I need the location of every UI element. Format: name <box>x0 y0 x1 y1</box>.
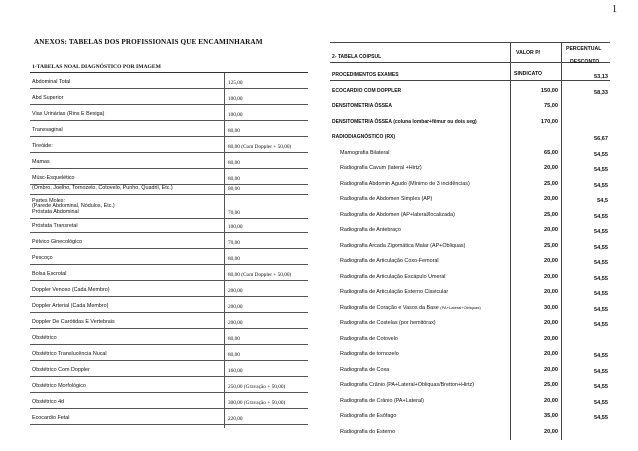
exam-name: Obstétrico Com Doppler <box>32 367 90 374</box>
discount-percentage: 54,55 <box>594 368 608 375</box>
procedure-note: (PA+Lateral+Obliquas) <box>440 304 481 310</box>
exam-name: Mamas <box>32 159 50 166</box>
exam-name: Vias Urinárias (Rins E Bexiga) <box>32 111 105 118</box>
sindicato-value: 20,00 <box>544 351 558 357</box>
exam-price: 160,00 <box>228 368 243 374</box>
exam-price: 80,00 <box>228 352 240 358</box>
exam-price: 125,00 <box>228 80 243 86</box>
table-row <box>30 137 308 153</box>
exam-price: 200,00 <box>228 304 243 310</box>
procedure-label: Radiografia de Coração e Vasos da Base <box>340 304 439 311</box>
procedure-label: Radiografia de Costelas (por hemitórax) <box>340 320 436 326</box>
discount-percentage: 54,55 <box>594 306 608 313</box>
exam-name: Bolsa Escrotal <box>32 271 67 278</box>
exam-name: Pescoço <box>32 255 53 262</box>
procedure-label: Radiografia de Antebraço <box>340 227 401 233</box>
exam-name: Obstétrico Translucência Nucal <box>32 351 107 358</box>
discount-percentage: 54,5 <box>597 198 608 204</box>
procedure-label: Radiografia de Abdomen (AP+lateral/localizada) <box>340 211 455 218</box>
discount-percentage: 54,55 <box>594 384 608 390</box>
exam-name: Doppler Arterial (Cada Membro) <box>32 303 109 310</box>
discount-percentage: 54,55 <box>594 229 608 235</box>
discount-percentage: 53,13 <box>594 74 608 80</box>
procedure-name <box>340 382 474 388</box>
procedure-name <box>340 165 422 171</box>
procedure-name <box>340 274 445 280</box>
exam-name: (Ombro, Joelho, Tornozelo, Cotovelo, Punho, Quadril, Etc.) <box>32 185 173 192</box>
table-row <box>30 249 308 265</box>
table-row <box>30 329 308 345</box>
exam-price: 200,00 <box>228 320 243 326</box>
procedure-label: DENSITOMETRIA ÓSSEA <box>332 103 393 109</box>
exam-name: Obstétrico Morfológico <box>32 383 86 390</box>
discount-percentage: 54,55 <box>594 213 608 220</box>
exam-price: 80,00 <box>228 186 240 192</box>
table-row <box>30 73 308 89</box>
table-row <box>30 313 308 329</box>
procedure-label: Radiografia de Crânio (PA+Lateral) <box>340 397 424 404</box>
percentual-header: PERCENTUAL <box>566 46 602 52</box>
sindicato-header: SINDICATO <box>514 71 543 77</box>
procedure-name <box>340 367 389 373</box>
procedure-label: Mamografia Bilateral <box>340 149 390 156</box>
sindicato-value: 35,00 <box>544 413 558 419</box>
sindicato-value: 20,00 <box>544 335 558 342</box>
discount-percentage: 54,55 <box>594 182 608 189</box>
table-row <box>30 393 308 409</box>
procedure-name <box>340 413 396 419</box>
exam-name: Doppler De Carótidas E Vertebrais <box>32 319 115 326</box>
procedure-label: DENSITOMETRIA ÓSSEA (coluna lombar+fêmur ou dois seg) <box>332 118 477 125</box>
table-row <box>330 111 610 127</box>
procedure-label: Radiografia de Articulação Escápulo Umeral <box>340 273 446 280</box>
valor-header: VALOR P/ <box>516 50 541 56</box>
page-number: 1 <box>612 4 617 15</box>
table-row <box>30 281 308 297</box>
procedure-label: Radiografia de Coxa <box>340 366 390 373</box>
exam-price: 80,00 <box>228 160 240 166</box>
sindicato-value: 25,00 <box>544 211 558 218</box>
procedure-label: Radiografia de Abdomen Simples (AP) <box>340 196 433 202</box>
table-row <box>30 345 308 361</box>
sindicato-value: 20,00 <box>544 165 558 171</box>
procedure-label: Radiografia de tornozelo <box>340 351 399 357</box>
exam-price: 300,00 (Gravação + 50,00) <box>228 400 286 406</box>
exam-name: Doppler Venoso (Cada Membro) <box>32 287 110 294</box>
sindicato-value: 25,00 <box>544 180 558 187</box>
sindicato-value: 20,00 <box>544 366 558 373</box>
sindicato-value: 20,00 <box>544 258 558 264</box>
exam-name: Músc-Esquelético <box>32 175 75 182</box>
exam-price: 70,00 <box>228 240 240 246</box>
procedure-name <box>340 320 436 326</box>
exam-price: 100,00 <box>228 96 243 102</box>
table-row <box>30 409 308 425</box>
procedure-name <box>340 150 389 156</box>
procedure-name <box>340 196 432 202</box>
exam-price: 100,00 <box>228 112 243 118</box>
table-row <box>30 297 308 313</box>
procedure-name <box>340 289 448 295</box>
discount-percentage: 54,55 <box>594 353 608 359</box>
sindicato-value: 30,00 <box>544 304 558 311</box>
exam-price: 80,00 <box>228 128 240 134</box>
sindicato-value: 20,00 <box>544 397 558 404</box>
table-row <box>330 344 610 360</box>
table-row <box>30 121 308 137</box>
procedure-name <box>340 243 465 249</box>
discount-percentage: 54,55 <box>594 151 608 158</box>
table-row <box>30 219 308 233</box>
procedure-label: Radiografia de Cotovelo <box>340 335 398 342</box>
procedure-label: Radiografia Arcada Zigomática Malar (AP+Obliquas) <box>340 242 466 249</box>
exam-price: 220,00 <box>228 416 243 422</box>
exam-name: Abdominal Total <box>32 79 71 86</box>
table-row <box>330 127 610 143</box>
exam-name: Ecocardio Fetal <box>32 415 70 422</box>
exam-name: Partes Moles: (Parede Abdominal, Nódulos, Etc.) Próstata Abdominal <box>32 197 115 216</box>
exam-price: 200,00 <box>228 288 243 294</box>
exam-name: Pélvico Ginecológico <box>32 239 83 246</box>
discount-percentage: 54,55 <box>594 322 608 328</box>
left-table <box>30 62 308 428</box>
procedure-label: Radiografia de Articulação Coxo-Femoral <box>340 258 439 264</box>
discount-percentage: 54,55 <box>594 291 608 297</box>
right-table-title: 2- TABELA COIPSUL <box>332 54 382 60</box>
procedure-label: ECOCARDIO COM DOPPLER <box>332 87 402 94</box>
procedure-name <box>340 351 399 357</box>
sindicato-value: 25,00 <box>544 242 558 249</box>
table-row <box>30 185 308 195</box>
sindicato-value: 20,00 <box>544 289 558 295</box>
sindicato-value: 20,00 <box>544 320 558 326</box>
procedure-label: Radiografia de Esôfago <box>340 413 397 419</box>
discount-percentage: 54,55 <box>594 244 608 251</box>
table-row <box>30 153 308 169</box>
procedure-label: Radiografia do Esterno <box>340 428 396 435</box>
procedure-label: RADIODIAGNÓSTICO (RX) <box>332 134 396 140</box>
left-table-header: 1-TABELAS NOAL DIAGNÓSTICO POR IMAGEM <box>30 62 308 73</box>
exam-name: Tireóide: <box>32 143 53 150</box>
procedure-name <box>340 336 398 342</box>
procedure-name <box>340 398 424 404</box>
exam-name: Obstétrico <box>32 335 57 342</box>
table-row <box>30 195 308 219</box>
discount-percentage: 56,67 <box>594 136 608 142</box>
exam-name: Próstata Transretal <box>32 223 78 230</box>
table-row <box>30 105 308 121</box>
discount-percentage: 54,55 <box>594 260 608 266</box>
procedure-name <box>332 88 401 94</box>
table-row <box>30 361 308 377</box>
procedure-label: Radiografia Cavum (lateral +Hirtz) <box>340 165 422 171</box>
procedure-name <box>340 258 439 264</box>
exam-name: Abd Superior <box>32 95 64 102</box>
right-table <box>330 42 610 440</box>
sindicato-value: 20,00 <box>544 428 558 435</box>
procedure-name <box>332 119 477 125</box>
exam-price: 80,00 <box>228 336 240 342</box>
procedure-name <box>340 305 481 311</box>
sindicato-value: 20,00 <box>544 227 558 233</box>
procedimentos-header: PROCEDIMENTOS EXAMES <box>332 72 399 78</box>
sindicato-value: 20,00 <box>544 196 558 202</box>
exam-price: 80,00 <box>228 176 240 182</box>
table-row <box>30 89 308 105</box>
table-row <box>30 233 308 249</box>
procedure-name <box>340 429 395 435</box>
procedure-name <box>340 181 470 187</box>
exam-price: 80,00 <box>228 256 240 262</box>
sindicato-value: 20,00 <box>544 273 558 280</box>
procedure-name <box>332 134 395 140</box>
sindicato-value: 25,00 <box>544 382 558 388</box>
sindicato-value: 150,00 <box>540 87 558 94</box>
table-row <box>30 265 308 281</box>
procedure-name <box>340 212 455 218</box>
procedure-name <box>332 103 392 109</box>
table-row <box>30 377 308 393</box>
table-row <box>30 169 308 185</box>
exam-price: 70,00 <box>228 210 240 216</box>
desconto-header: DESCONTO <box>570 59 600 65</box>
exam-price: 250,00 (Gravação + 50,00) <box>228 384 286 390</box>
exam-name: Obstétrico 4d <box>32 399 65 406</box>
exam-price: 100,00 <box>228 224 243 230</box>
exam-name: Transvaginal <box>32 127 63 134</box>
exam-price: 80,00 (Com Doppler + 50,00) <box>228 144 292 150</box>
sindicato-value: 65,00 <box>544 149 558 156</box>
procedure-label: Radiografia Crânio (PA+Lateral+Obliquas/Bretton+Hirtz) <box>340 382 474 388</box>
discount-percentage: 54,55 <box>594 399 608 406</box>
discount-percentage: 54,55 <box>594 167 608 173</box>
discount-percentage: 54,55 <box>594 415 608 421</box>
exam-price: 80,00 (Com Doppler + 50,00) <box>228 272 292 278</box>
discount-percentage: 58,33 <box>594 89 608 96</box>
procedure-name <box>340 227 401 233</box>
procedure-label: Radiografia Abdomin Agudo (Mínimo de 3 incidências) <box>340 180 470 187</box>
sindicato-value: 75,00 <box>544 103 558 109</box>
procedure-label: Radiografia de Articulação Esterno Clavicular <box>340 289 449 295</box>
discount-percentage: 54,55 <box>594 275 608 282</box>
sindicato-value: 170,00 <box>540 118 558 125</box>
document-title: ANEXOS: TABELAS DOS PROFISSIONAIS QUE ENCAMINHARAM <box>34 38 263 46</box>
